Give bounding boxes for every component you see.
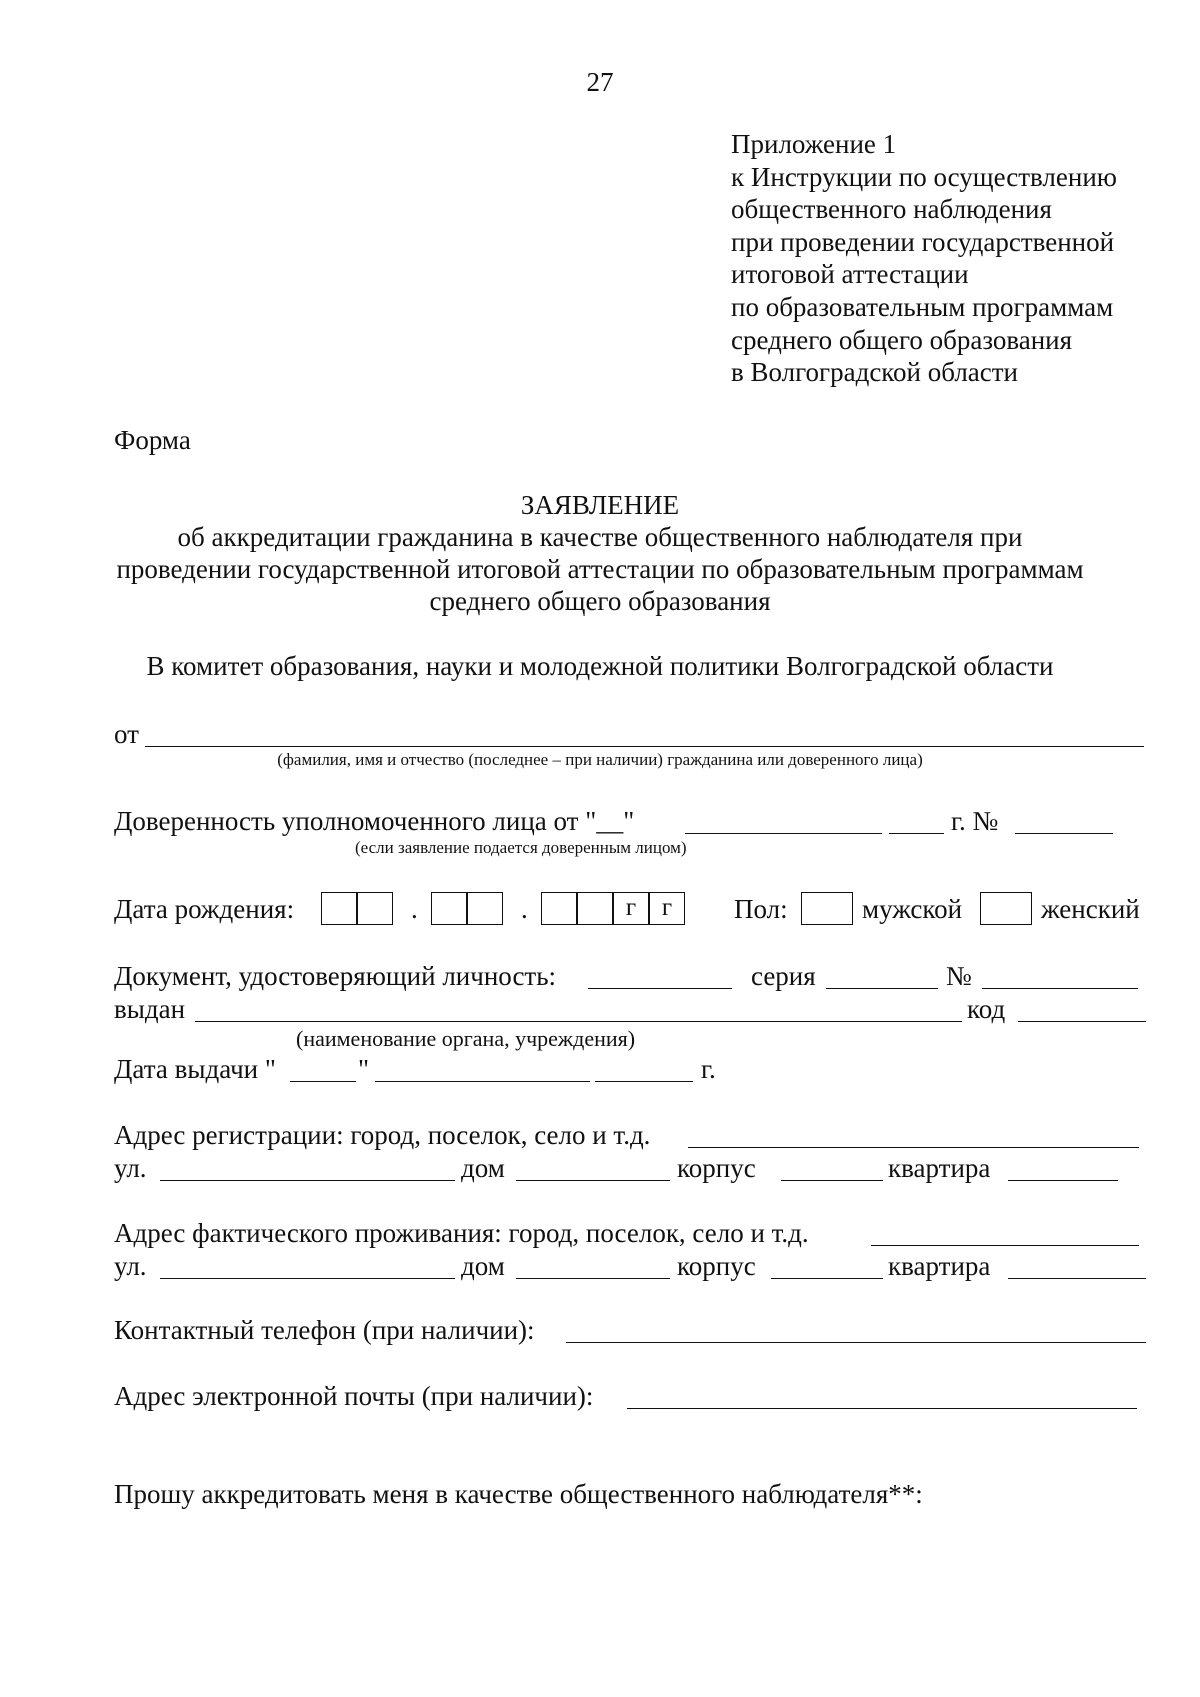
email-label: Адрес электронной почты (при наличии): <box>114 1381 594 1411</box>
date-separator: . <box>411 894 418 924</box>
registration-address-label: Адрес регистрации: город, поселок, село и т.д. <box>114 1120 651 1150</box>
actual-street-label: ул. <box>114 1251 147 1281</box>
birth-year-cell[interactable]: г <box>649 892 685 925</box>
registration-building-field[interactable] <box>781 1180 883 1181</box>
birth-date-label: Дата рождения: <box>114 894 295 924</box>
actual-street-field[interactable] <box>160 1278 455 1279</box>
addressee: В комитет образования, науки и молодежной политики Волгоградской области <box>146 651 1054 681</box>
proxy-year-suffix: г. № <box>951 806 999 836</box>
registration-street-field[interactable] <box>160 1180 455 1181</box>
phone-field[interactable] <box>566 1342 1146 1343</box>
appendix-line: к Инструкции по осуществлению <box>731 161 1117 192</box>
registration-apartment-field[interactable] <box>1008 1180 1118 1181</box>
issuer-hint: (наименование органа, учреждения) <box>296 1026 636 1051</box>
from-label: от <box>114 719 139 749</box>
issue-year-field[interactable] <box>595 1081 693 1082</box>
appendix-line: итоговой аттестации <box>731 259 969 290</box>
page-number: 27 <box>586 67 614 97</box>
registration-house-field[interactable] <box>516 1180 670 1181</box>
document-subtitle-line: среднего общего образования <box>429 586 771 616</box>
sex-female-label: женский <box>1041 894 1140 924</box>
issue-year-suffix: г. <box>701 1054 716 1084</box>
actual-house-label: дом <box>461 1251 505 1281</box>
issuer-code-label: код <box>967 994 1006 1024</box>
document-title: ЗАЯВЛЕНИЕ <box>520 490 680 520</box>
actual-house-field[interactable] <box>516 1278 670 1279</box>
appendix-line: по образовательным программам <box>731 291 1114 322</box>
registration-house-label: дом <box>461 1153 505 1183</box>
id-number-field[interactable] <box>982 988 1138 989</box>
id-series-label: серия <box>751 961 816 991</box>
proxy-hint: (если заявление подается доверенным лицом) <box>355 838 687 857</box>
actual-locality-field[interactable] <box>871 1245 1139 1246</box>
birth-month-cell[interactable] <box>431 892 467 925</box>
sex-label: Пол: <box>734 894 788 924</box>
sex-female-checkbox[interactable] <box>980 892 1032 925</box>
id-number-label: № <box>946 961 972 991</box>
applicant-name-hint: (фамилия, имя и отчество (последнее – при наличии) гражданина или доверенного лица) <box>277 750 923 769</box>
email-field[interactable] <box>627 1408 1137 1409</box>
birth-year-cell[interactable]: г <box>613 892 649 925</box>
appendix-line: Приложение 1 <box>731 129 897 159</box>
document-subtitle-line: проведении государственной итоговой аттестации по образовательным программам <box>116 554 1084 584</box>
birth-year-cell[interactable] <box>541 892 577 925</box>
issue-day-field[interactable] <box>290 1081 356 1082</box>
appendix-block <box>731 128 1117 389</box>
registration-building-label: корпус <box>677 1153 756 1183</box>
birth-month-cell[interactable] <box>467 892 503 925</box>
birth-year-cell[interactable] <box>577 892 613 925</box>
accreditation-request: Прошу аккредитовать меня в качестве общественного наблюдателя**: <box>114 1479 923 1509</box>
appendix-line: при проведении государственной <box>731 226 1115 257</box>
registration-street-label: ул. <box>114 1153 147 1183</box>
form-label: Форма <box>114 425 191 455</box>
issue-month-field[interactable] <box>375 1081 590 1082</box>
issued-by-label: выдан <box>114 994 186 1024</box>
id-document-label: Документ, удостоверяющий личность: <box>114 961 557 991</box>
proxy-label: Доверенность уполномоченного лица от "__" <box>114 806 635 836</box>
issue-date-label: Дата выдачи " <box>114 1054 276 1084</box>
appendix-line: общественного наблюдения <box>731 194 1052 225</box>
sex-male-checkbox[interactable] <box>801 892 853 925</box>
phone-label: Контактный телефон (при наличии): <box>114 1315 535 1345</box>
actual-building-label: корпус <box>677 1251 756 1281</box>
appendix-line: в Волгоградской области <box>731 357 1019 388</box>
id-series-field[interactable] <box>826 988 938 989</box>
issue-date-quote: " <box>358 1054 370 1084</box>
actual-apartment-label: квартира <box>888 1251 991 1281</box>
birth-day-cell[interactable] <box>321 892 357 925</box>
proxy-date-month-field[interactable] <box>685 833 882 834</box>
applicant-name-field[interactable] <box>145 746 1144 747</box>
registration-apartment-label: квартира <box>888 1153 991 1183</box>
actual-address-label: Адрес фактического проживания: город, поселок, село и т.д. <box>114 1218 809 1248</box>
appendix-line: среднего общего образования <box>731 324 1073 355</box>
actual-building-field[interactable] <box>771 1278 883 1279</box>
birth-day-cell[interactable] <box>357 892 393 925</box>
id-document-type-field[interactable] <box>588 988 732 989</box>
registration-locality-field[interactable] <box>688 1147 1139 1148</box>
document-subtitle-line: об аккредитации гражданина в качестве общественного наблюдателя при <box>177 522 1023 552</box>
sex-male-label: мужской <box>862 894 963 924</box>
proxy-year-field[interactable] <box>889 833 944 834</box>
issuer-code-field[interactable] <box>1018 1021 1146 1022</box>
actual-apartment-field[interactable] <box>1008 1278 1146 1279</box>
date-separator: . <box>521 894 528 924</box>
issued-by-field[interactable] <box>195 1021 962 1022</box>
proxy-number-field[interactable] <box>1015 833 1113 834</box>
